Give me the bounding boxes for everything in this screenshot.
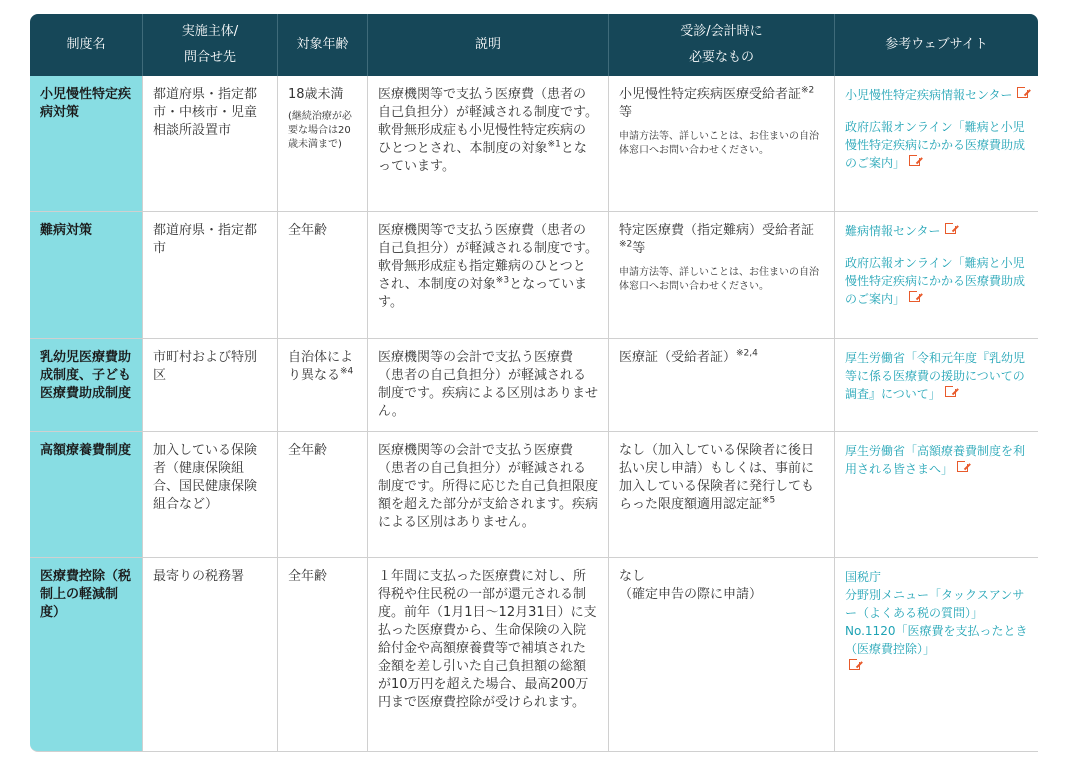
required-items: 医療証（受給者証）$^{※2,4}$ xyxy=(609,339,835,432)
description: 医療機関等の会計で支払う医療費（患者の自己負担分）が軽減される制度です。所得に応じた自己負担限度額を超えた部分が支給されます。疾病による区別はありません。 xyxy=(368,432,609,558)
header-program-name: 制度名 xyxy=(30,14,143,76)
reference-links xyxy=(835,558,1038,752)
table-row xyxy=(30,558,1038,752)
description: 医療機関等で支払う医療費（患者の自己負担分）が軽減される制度です。軟骨無形成症も指定難病のひとつとされ、本制度の対象$^{※3}$となっています。 xyxy=(368,212,609,339)
link-shoman-center[interactable]: 小児慢性特定疾病情報センター xyxy=(845,86,1028,104)
provider: 市町村および特別区 xyxy=(143,339,278,432)
table-row xyxy=(30,432,1038,558)
link-nanbyo-center[interactable]: 難病情報センター xyxy=(845,222,1028,240)
support-programs-table-wrapper xyxy=(30,14,1038,752)
program-name: 乳幼児医療費助成制度、子ども医療費助成制度 xyxy=(30,339,143,432)
external-link-icon xyxy=(849,659,860,670)
description: 医療機関等の会計で支払う医療費（患者の自己負担分）が軽減される制度です。疾病による区別はありません。 xyxy=(368,339,609,432)
reference-links xyxy=(835,339,1038,432)
external-link-icon xyxy=(957,461,968,472)
inquiry-note: 申請方法等、詳しいことは、お住まいの自治体窓口へお問い合わせください。 xyxy=(619,131,819,156)
link-gov-pr-online[interactable]: 政府広報オンライン「難病と小児慢性特定疾病にかかる医療費助成のご案内」 xyxy=(845,256,1026,306)
header-target-age: 対象年齢 xyxy=(278,14,368,76)
program-name: 高額療養費制度 xyxy=(30,432,143,558)
support-programs-table xyxy=(30,14,1038,752)
required-items: 特定医療費（指定難病）受給者証$^{※2}$等 申請方法等、詳しいことは、お住まいの自治体窓口へお問い合わせください。 xyxy=(609,212,835,339)
table-header-row xyxy=(30,14,1038,76)
program-name: 医療費控除（税制上の軽減制度） xyxy=(30,558,143,752)
program-name: 難病対策 xyxy=(30,212,143,339)
reference-links xyxy=(835,76,1038,212)
target-age: 全年齢 xyxy=(278,432,368,558)
reference-links xyxy=(835,212,1038,339)
link-gov-pr-online[interactable]: 政府広報オンライン「難病と小児慢性特定疾病にかかる医療費助成のご案内」 xyxy=(845,120,1026,170)
required-items: 小児慢性特定疾病医療受給者証$^{※2}$等 申請方法等、詳しいことは、お住まいの自治体窓口へお問い合わせください。 xyxy=(609,76,835,212)
link-nta-taxanswer[interactable]: 国税庁 分野別メニュー「タックスアンサー（よくある税の質問）」No.1120「医療費を支払ったとき（医療費控除）」 xyxy=(845,568,1028,676)
description: １年間に支払った医療費に対し、所得税や住民税の一部が還元される制度。前年（1月1日～12月31日）に支払った医療費から、生命保険の入院給付金や高額療養費等で補填された金額を差し引いた自己負担額の総額が10万円を超えた場合、最高200万円まで医療費控除が受けられます。 xyxy=(368,558,609,752)
header-required-items: 受診/会計時に 必要なもの xyxy=(609,14,835,76)
external-link-icon xyxy=(909,155,920,166)
program-name: 小児慢性特定疾病対策 xyxy=(30,76,143,212)
external-link-icon xyxy=(945,223,956,234)
age-note: (継続治療が必要な場合は20歳未満まで) xyxy=(288,111,352,150)
external-link-icon xyxy=(909,291,920,302)
target-age: 自治体により異なる$^{※4}$ xyxy=(278,339,368,432)
link-mhlw-survey[interactable]: 厚生労働省「令和元年度『乳幼児等に係る医療費の援助についての調査』について」 xyxy=(845,351,1026,401)
table-row xyxy=(30,76,1038,212)
provider: 最寄りの税務署 xyxy=(143,558,278,752)
target-age xyxy=(278,76,368,212)
reference-links xyxy=(835,432,1038,558)
table-row xyxy=(30,339,1038,432)
required-items: なし（加入している保険者に後日払い戻し申請）もしくは、事前に加入している保険者に発行してもらった限度額適用認定証$^{※5}$ xyxy=(609,432,835,558)
target-age: 全年齢 xyxy=(278,212,368,339)
header-reference-website: 参考ウェブサイト xyxy=(835,14,1038,76)
link-mhlw-kogaku[interactable]: 厚生労働省「高額療養費制度を利用される皆さまへ」 xyxy=(845,444,1026,476)
description: 医療機関等で支払う医療費（患者の自己負担分）が軽減される制度です。軟骨無形成症も小児慢性特定疾病のひとつとされ、本制度の対象$^{※1}$となっています。 xyxy=(368,76,609,212)
required-items: なし （確定申告の際に申請） xyxy=(609,558,835,752)
external-link-icon xyxy=(945,386,956,397)
table-row xyxy=(30,212,1038,339)
header-provider: 実施主体/ 問合せ先 xyxy=(143,14,278,76)
external-link-icon xyxy=(1017,87,1028,98)
inquiry-note: 申請方法等、詳しいことは、お住まいの自治体窓口へお問い合わせください。 xyxy=(619,267,819,292)
provider: 都道府県・指定都市・中核市・児童相談所設置市 xyxy=(143,76,278,212)
provider: 加入している保険者（健康保険組合、国民健康保険組合など） xyxy=(143,432,278,558)
header-description: 説明 xyxy=(368,14,609,76)
provider: 都道府県・指定都市 xyxy=(143,212,278,339)
target-age: 全年齢 xyxy=(278,558,368,752)
age-value: 18歳未満 xyxy=(288,87,344,102)
